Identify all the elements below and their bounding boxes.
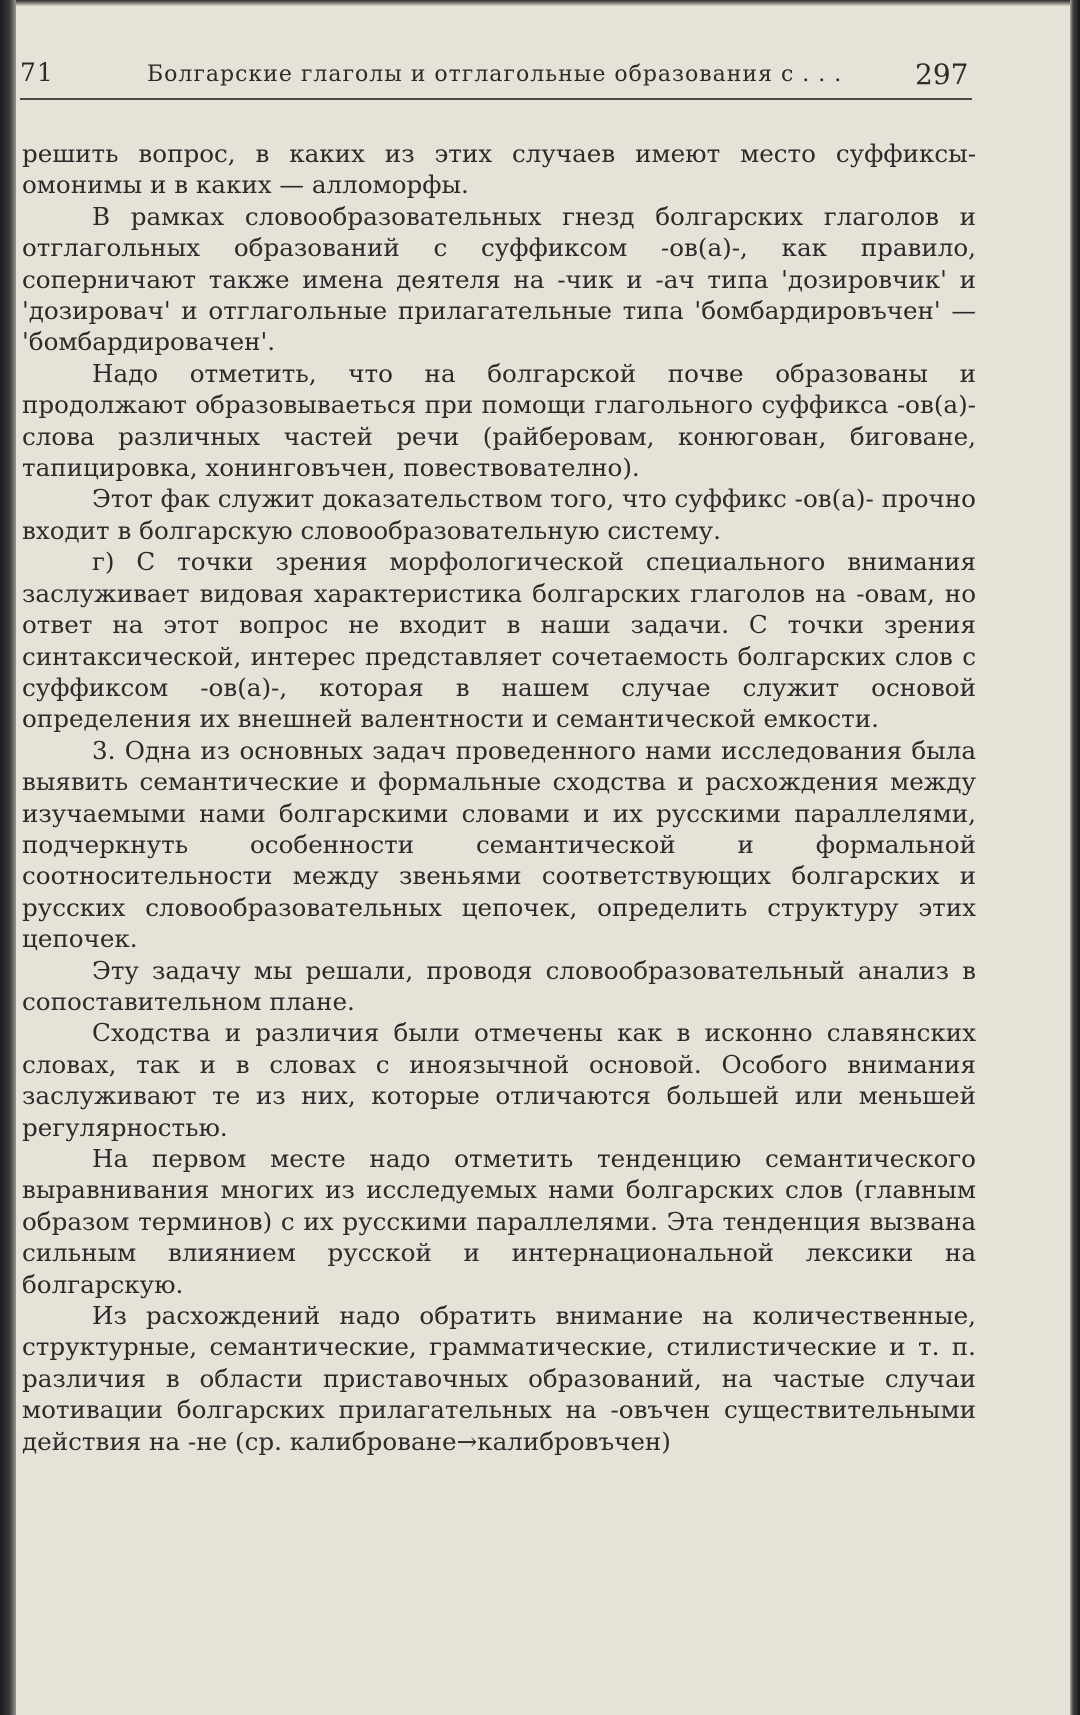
body-text: [22, 138, 976, 1457]
paragraph-8: Сходства и различия были отмечены как в исконно славянских словах, так и в словах с иноязычной основой. Особого внимания заслуживают те из них, которые отличаются большей или меньшей регулярностью.: [22, 1018, 976, 1142]
paragraph-4: Этот фак служит доказательством того, что суффикс -ов(а)- прочно входит в болгарскую словообразовательную систему.: [22, 484, 976, 545]
left-folio: 71: [20, 58, 54, 87]
page-top-edge: [0, 0, 1080, 6]
header-rule: [20, 98, 972, 100]
running-head: Болгарские глаголы и отглагольные образования с . . .: [147, 62, 843, 87]
paragraph-9: На первом месте надо отметить тенденцию семантического выравнивания многих из исследуемых нами болгарских слов (главным образом терминов) с их русскими параллелями. Эта тенденция вызвана сильным влиянием русской и интернациональной лексики на болгарскую.: [22, 1144, 976, 1299]
page-header: [20, 58, 970, 98]
paragraph-7: Эту задачу мы решали, проводя словообразовательный анализ в сопоставительном плане.: [22, 955, 976, 1016]
paragraph-5: г) С точки зрения морфологической специального внимания заслуживает видовая характеристика болгарских глаголов на -овам, но ответ на этот вопрос не входит в наши задачи. С точки зрения синтаксической, интерес представляет сочетаемость болгарских слов с суффиксом -ов(а)-, которая в нашем случае служит основой определения их внешней валентности и семантической емкости.: [22, 547, 976, 734]
page-number: 297: [915, 58, 969, 91]
paragraph-1: решить вопрос, в каких из этих случаев имеют место суффиксы-омонимы и в каких — алломорфы.: [22, 139, 976, 200]
book-edge-shadow-right: [1070, 0, 1080, 1715]
paragraph-6: 3. Одна из основных задач проведенного нами исследования была выявить семантические и формальные сходства и расхождения между изучаемыми нами болгарскими словами и их русскими параллелями, подчеркнуть особенности семантической и формальной соотносительности между звеньями соответствующих болгарских и русских словообразовательных цепочек, определить структуру этих цепочек.: [22, 735, 976, 954]
book-spine-shadow-left: [0, 0, 16, 1715]
paragraph-2: В рамках словообразовательных гнезд болгарских глаголов и отглагольных образований с суффиксом -ов(а)-, как правило, соперничают также имена деятеля на -чик и -ач типа 'дозировчик' и 'дозировач' и отглагольные прилагательные типа 'бомбардировъчен' — 'бомбардировачен'.: [22, 201, 976, 357]
paragraph-3: Надо отметить, что на болгарской почве образованы и продолжают образовываеться при помощи глагольного суффикса -ов(а)- слова различных частей речи (райберовам, конюгован, биговане, тапицировка, хонинговъчен, повествователно).: [22, 358, 976, 483]
paragraph-10: Из расхождений надо обратить внимание на количественные, структурные, семантические, грамматические, стилистические и т. п. различия в области приставочных образований, на частые случаи мотивации болгарских прилагательных на -овъчен существительными действия на -не (ср. калиброване→калибровъчен): [22, 1301, 976, 1456]
